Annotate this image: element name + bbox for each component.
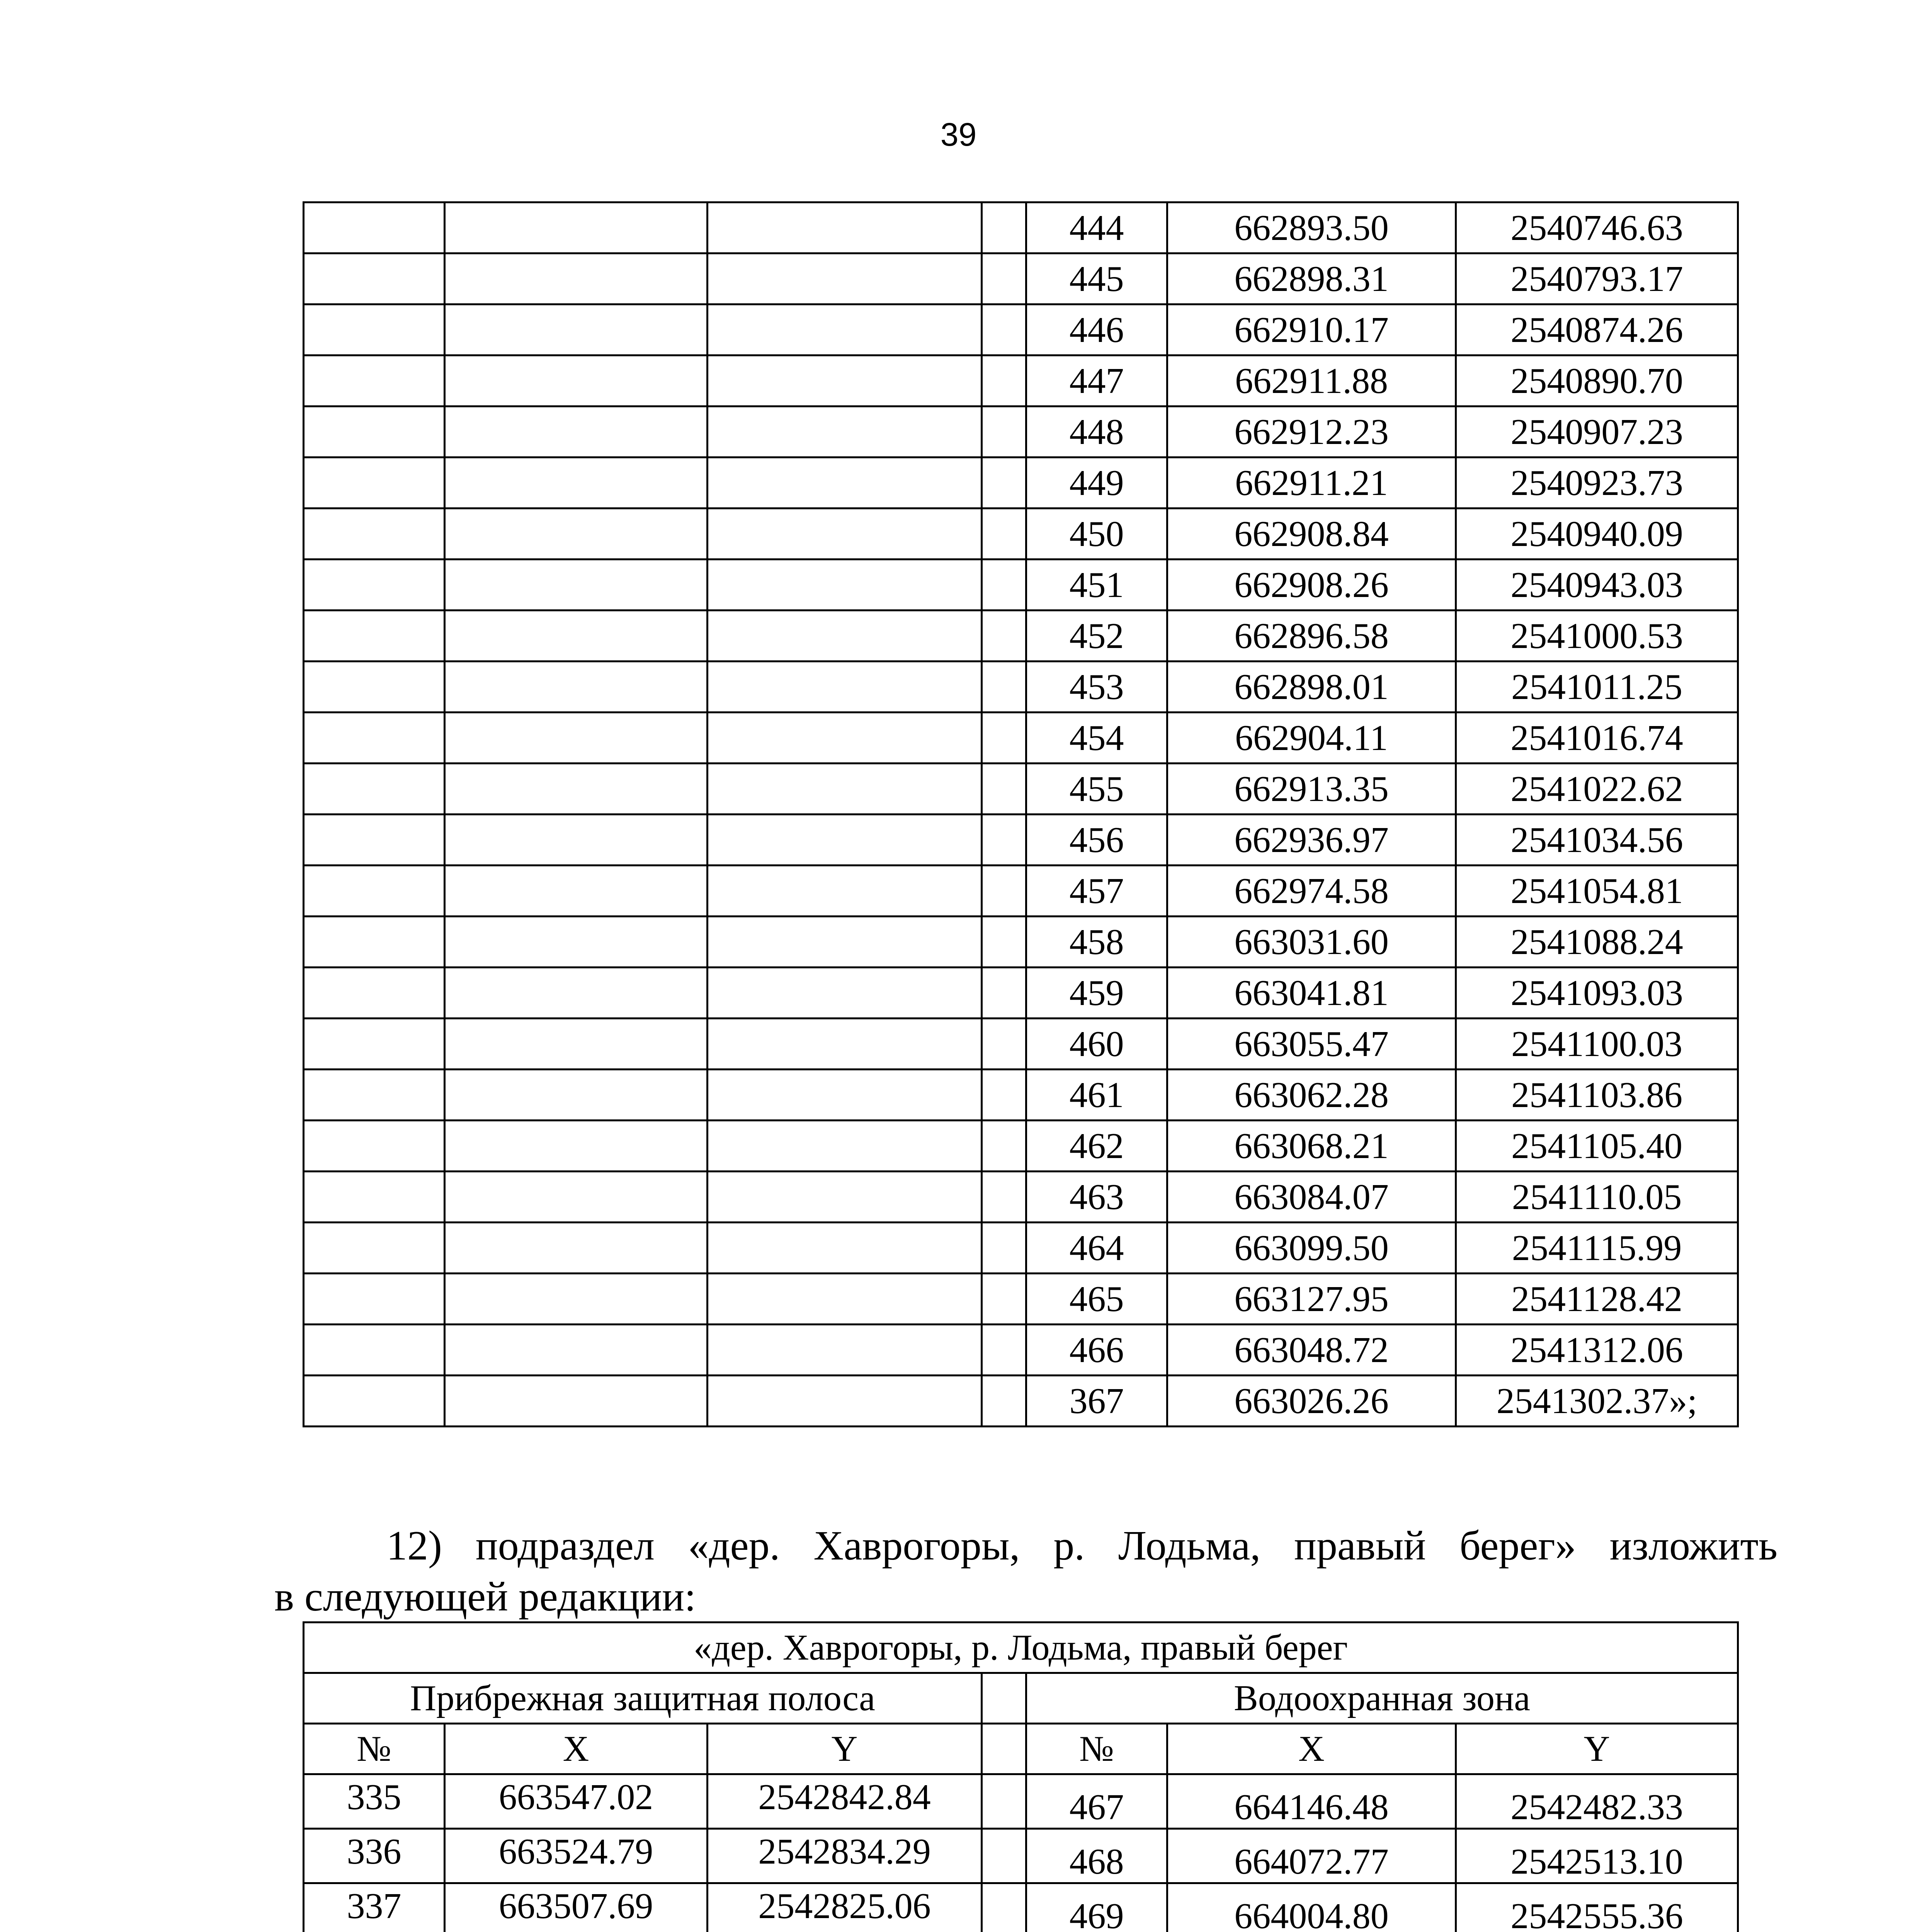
empty-cell xyxy=(304,355,445,406)
point-number: 447 xyxy=(1026,355,1167,406)
empty-cell xyxy=(304,917,445,968)
empty-cell xyxy=(708,560,982,611)
table-column-header-row xyxy=(304,1724,1738,1774)
point-number: 450 xyxy=(1026,509,1167,560)
point-number: 454 xyxy=(1026,713,1167,764)
empty-cell xyxy=(304,1019,445,1070)
coordinate-x: 663031.60 xyxy=(1167,917,1456,968)
empty-cell xyxy=(304,713,445,764)
empty-cell xyxy=(304,457,445,509)
separator-cell xyxy=(982,611,1026,662)
table-row xyxy=(304,968,1738,1019)
table-row xyxy=(304,866,1738,917)
amendment-paragraph xyxy=(274,1520,1778,1622)
empty-cell xyxy=(708,968,982,1019)
table-row xyxy=(304,764,1738,815)
point-number: 445 xyxy=(1026,253,1167,304)
zone-coordinate-x: 664146.48 xyxy=(1167,1774,1456,1829)
coastal-point-number: 337 xyxy=(304,1883,445,1932)
empty-cell xyxy=(445,968,708,1019)
point-number: 449 xyxy=(1026,457,1167,509)
coordinate-x: 663062.28 xyxy=(1167,1070,1456,1121)
empty-cell xyxy=(445,662,708,713)
separator-cell xyxy=(982,1883,1026,1932)
table-row xyxy=(304,1325,1738,1376)
point-number: 459 xyxy=(1026,968,1167,1019)
point-number: 465 xyxy=(1026,1274,1167,1325)
coordinate-y: 2540907.23 xyxy=(1456,406,1738,457)
empty-cell xyxy=(304,611,445,662)
zone-point-number: 468 xyxy=(1026,1829,1167,1883)
table-title: «дер. Хаврогоры, р. Лодьма, правый берег xyxy=(304,1622,1738,1673)
empty-cell xyxy=(445,713,708,764)
separator-cell xyxy=(982,1223,1026,1274)
column-header-y: Y xyxy=(708,1724,982,1774)
amendment-paragraph-line-2: в следующей редакции: xyxy=(274,1574,696,1620)
coordinates-table-continued xyxy=(303,201,1739,1427)
coordinates-table-body xyxy=(304,202,1738,1427)
empty-cell xyxy=(708,611,982,662)
separator-cell xyxy=(982,1774,1026,1829)
empty-cell xyxy=(445,355,708,406)
separator-cell xyxy=(982,1325,1026,1376)
coordinate-x: 662904.11 xyxy=(1167,713,1456,764)
coordinate-y: 2541088.24 xyxy=(1456,917,1738,968)
empty-cell xyxy=(304,1376,445,1427)
coastal-point-number: 336 xyxy=(304,1829,445,1883)
coordinate-y: 2541054.81 xyxy=(1456,866,1738,917)
zone-coordinate-x: 664004.80 xyxy=(1167,1883,1456,1932)
separator-cell xyxy=(982,1829,1026,1883)
separator-cell xyxy=(982,1172,1026,1223)
empty-cell xyxy=(304,764,445,815)
separator-cell xyxy=(982,1274,1026,1325)
empty-cell xyxy=(708,509,982,560)
point-number: 460 xyxy=(1026,1019,1167,1070)
coordinate-y: 2541011.25 xyxy=(1456,662,1738,713)
empty-cell xyxy=(304,1325,445,1376)
zone-coordinate-x: 664072.77 xyxy=(1167,1829,1456,1883)
empty-cell xyxy=(445,1121,708,1172)
empty-cell xyxy=(445,1070,708,1121)
coordinate-y: 2541000.53 xyxy=(1456,611,1738,662)
zone-point-number: 469 xyxy=(1026,1883,1167,1932)
coordinate-x: 662912.23 xyxy=(1167,406,1456,457)
table-row xyxy=(304,253,1738,304)
table-row xyxy=(304,1883,1738,1932)
coastal-coordinate-x: 663524.79 xyxy=(445,1829,708,1883)
separator-cell xyxy=(982,1724,1026,1774)
coordinate-y: 2540940.09 xyxy=(1456,509,1738,560)
point-number: 446 xyxy=(1026,304,1167,355)
empty-cell xyxy=(708,764,982,815)
coordinate-y: 2541100.03 xyxy=(1456,1019,1738,1070)
table-row xyxy=(304,917,1738,968)
table-row xyxy=(304,1121,1738,1172)
point-number: 453 xyxy=(1026,662,1167,713)
empty-cell xyxy=(708,202,982,253)
point-number: 462 xyxy=(1026,1121,1167,1172)
coordinate-y: 2541016.74 xyxy=(1456,713,1738,764)
separator-cell xyxy=(982,968,1026,1019)
point-number: 457 xyxy=(1026,866,1167,917)
empty-cell xyxy=(708,457,982,509)
coordinate-x: 663048.72 xyxy=(1167,1325,1456,1376)
empty-cell xyxy=(304,406,445,457)
empty-cell xyxy=(708,1274,982,1325)
coordinate-x: 662898.01 xyxy=(1167,662,1456,713)
table-row xyxy=(304,1274,1738,1325)
empty-cell xyxy=(708,1325,982,1376)
zone-coordinate-y: 2542555.36 xyxy=(1456,1883,1738,1932)
empty-cell xyxy=(304,304,445,355)
coordinate-y: 2541312.06 xyxy=(1456,1325,1738,1376)
empty-cell xyxy=(708,1070,982,1121)
point-number: 458 xyxy=(1026,917,1167,968)
coordinate-x: 663099.50 xyxy=(1167,1223,1456,1274)
empty-cell xyxy=(304,1274,445,1325)
empty-cell xyxy=(708,713,982,764)
coordinate-x: 662936.97 xyxy=(1167,815,1456,866)
empty-cell xyxy=(708,406,982,457)
table-row xyxy=(304,202,1738,253)
table-title-row xyxy=(304,1622,1738,1673)
coordinate-x: 662911.21 xyxy=(1167,457,1456,509)
coordinate-y: 2541115.99 xyxy=(1456,1223,1738,1274)
separator-cell xyxy=(982,1070,1026,1121)
coastal-protective-strip-header: Прибрежная защитная полоса xyxy=(304,1673,982,1724)
point-number: 461 xyxy=(1026,1070,1167,1121)
coastal-point-number: 335 xyxy=(304,1774,445,1829)
separator-cell xyxy=(982,202,1026,253)
coordinate-x: 662911.88 xyxy=(1167,355,1456,406)
table-row xyxy=(304,1070,1738,1121)
coastal-coordinate-x: 663547.02 xyxy=(445,1774,708,1829)
coordinate-y: 2540923.73 xyxy=(1456,457,1738,509)
point-number: 444 xyxy=(1026,202,1167,253)
empty-cell xyxy=(304,1223,445,1274)
coordinate-y: 2541302.37»; xyxy=(1456,1376,1738,1427)
empty-cell xyxy=(304,202,445,253)
empty-cell xyxy=(445,560,708,611)
empty-cell xyxy=(304,509,445,560)
coordinate-y: 2541128.42 xyxy=(1456,1274,1738,1325)
table-row xyxy=(304,304,1738,355)
point-number: 466 xyxy=(1026,1325,1167,1376)
empty-cell xyxy=(708,253,982,304)
empty-cell xyxy=(445,1376,708,1427)
zone-coordinate-y: 2542513.10 xyxy=(1456,1829,1738,1883)
separator-cell xyxy=(982,304,1026,355)
separator-cell xyxy=(982,1673,1026,1724)
empty-cell xyxy=(304,815,445,866)
coordinate-x: 663041.81 xyxy=(1167,968,1456,1019)
coastal-coordinate-y: 2542825.06 xyxy=(708,1883,982,1932)
water-protection-zone-header: Водоохранная зона xyxy=(1026,1673,1738,1724)
separator-cell xyxy=(982,662,1026,713)
column-header-x: X xyxy=(445,1724,708,1774)
empty-cell xyxy=(304,253,445,304)
empty-cell xyxy=(445,917,708,968)
coordinate-x: 663055.47 xyxy=(1167,1019,1456,1070)
table-section-header-row xyxy=(304,1673,1738,1724)
coastal-coordinate-x: 663507.69 xyxy=(445,1883,708,1932)
empty-cell xyxy=(445,406,708,457)
table-row xyxy=(304,1376,1738,1427)
amendment-paragraph-line-1: 12) подраздел «дер. Хаврогоры, р. Лодьма, правый берег» изложить xyxy=(386,1523,1778,1569)
table-row xyxy=(304,560,1738,611)
empty-cell xyxy=(445,1019,708,1070)
empty-cell xyxy=(708,1121,982,1172)
coordinate-x: 663127.95 xyxy=(1167,1274,1456,1325)
table-row xyxy=(304,611,1738,662)
empty-cell xyxy=(708,1172,982,1223)
empty-cell xyxy=(445,1274,708,1325)
point-number: 451 xyxy=(1026,560,1167,611)
empty-cell xyxy=(304,1172,445,1223)
coordinate-x: 662908.26 xyxy=(1167,560,1456,611)
table-row xyxy=(304,1019,1738,1070)
coordinate-y: 2540890.70 xyxy=(1456,355,1738,406)
separator-cell xyxy=(982,866,1026,917)
table-row xyxy=(304,509,1738,560)
coordinate-x: 662893.50 xyxy=(1167,202,1456,253)
empty-cell xyxy=(445,611,708,662)
separator-cell xyxy=(982,917,1026,968)
empty-cell xyxy=(708,1223,982,1274)
empty-cell xyxy=(445,304,708,355)
column-header-x: X xyxy=(1167,1724,1456,1774)
empty-cell xyxy=(708,815,982,866)
coordinate-x: 662898.31 xyxy=(1167,253,1456,304)
empty-cell xyxy=(445,1223,708,1274)
separator-cell xyxy=(982,815,1026,866)
empty-cell xyxy=(304,662,445,713)
empty-cell xyxy=(445,1172,708,1223)
table-row xyxy=(304,662,1738,713)
empty-cell xyxy=(304,968,445,1019)
table-row xyxy=(304,1172,1738,1223)
table-row xyxy=(304,1774,1738,1829)
separator-cell xyxy=(982,1376,1026,1427)
column-header-number: № xyxy=(304,1724,445,1774)
column-header-number: № xyxy=(1026,1724,1167,1774)
empty-cell xyxy=(445,457,708,509)
table-row xyxy=(304,457,1738,509)
coordinate-x: 663026.26 xyxy=(1167,1376,1456,1427)
coordinate-x: 662913.35 xyxy=(1167,764,1456,815)
point-number: 464 xyxy=(1026,1223,1167,1274)
page-number: 39 xyxy=(940,116,977,153)
zone-point-number: 467 xyxy=(1026,1774,1167,1829)
coordinate-x: 662974.58 xyxy=(1167,866,1456,917)
table-row xyxy=(304,406,1738,457)
empty-cell xyxy=(708,662,982,713)
table-row xyxy=(304,355,1738,406)
coordinate-y: 2540746.63 xyxy=(1456,202,1738,253)
khavrogory-coordinates-table xyxy=(303,1621,1739,1932)
coordinate-y: 2541093.03 xyxy=(1456,968,1738,1019)
separator-cell xyxy=(982,457,1026,509)
table-row xyxy=(304,713,1738,764)
empty-cell xyxy=(708,355,982,406)
empty-cell xyxy=(708,304,982,355)
separator-cell xyxy=(982,764,1026,815)
empty-cell xyxy=(445,202,708,253)
empty-cell xyxy=(708,866,982,917)
empty-cell xyxy=(445,509,708,560)
coordinate-y: 2541022.62 xyxy=(1456,764,1738,815)
separator-cell xyxy=(982,713,1026,764)
table-row xyxy=(304,815,1738,866)
empty-cell xyxy=(304,1121,445,1172)
coordinate-y: 2540793.17 xyxy=(1456,253,1738,304)
coordinate-x: 662910.17 xyxy=(1167,304,1456,355)
empty-cell xyxy=(708,917,982,968)
table-row xyxy=(304,1829,1738,1883)
empty-cell xyxy=(304,560,445,611)
coordinate-y: 2541103.86 xyxy=(1456,1070,1738,1121)
separator-cell xyxy=(982,1019,1026,1070)
coordinate-x: 662896.58 xyxy=(1167,611,1456,662)
coastal-coordinate-y: 2542834.29 xyxy=(708,1829,982,1883)
empty-cell xyxy=(445,253,708,304)
coordinate-y: 2541105.40 xyxy=(1456,1121,1738,1172)
coordinate-x: 663084.07 xyxy=(1167,1172,1456,1223)
coordinate-y: 2541034.56 xyxy=(1456,815,1738,866)
separator-cell xyxy=(982,1121,1026,1172)
separator-cell xyxy=(982,253,1026,304)
empty-cell xyxy=(445,866,708,917)
empty-cell xyxy=(445,1325,708,1376)
point-number: 452 xyxy=(1026,611,1167,662)
point-number: 367 xyxy=(1026,1376,1167,1427)
coordinate-y: 2540943.03 xyxy=(1456,560,1738,611)
separator-cell xyxy=(982,560,1026,611)
separator-cell xyxy=(982,509,1026,560)
empty-cell xyxy=(708,1376,982,1427)
table-row xyxy=(304,1223,1738,1274)
point-number: 456 xyxy=(1026,815,1167,866)
separator-cell xyxy=(982,355,1026,406)
empty-cell xyxy=(304,866,445,917)
point-number: 455 xyxy=(1026,764,1167,815)
empty-cell xyxy=(708,1019,982,1070)
empty-cell xyxy=(445,764,708,815)
coordinate-x: 663068.21 xyxy=(1167,1121,1456,1172)
empty-cell xyxy=(445,815,708,866)
coordinate-y: 2541110.05 xyxy=(1456,1172,1738,1223)
coordinate-x: 662908.84 xyxy=(1167,509,1456,560)
point-number: 448 xyxy=(1026,406,1167,457)
column-header-y: Y xyxy=(1456,1724,1738,1774)
zone-coordinate-y: 2542482.33 xyxy=(1456,1774,1738,1829)
coastal-coordinate-y: 2542842.84 xyxy=(708,1774,982,1829)
empty-cell xyxy=(304,1070,445,1121)
separator-cell xyxy=(982,406,1026,457)
coordinate-y: 2540874.26 xyxy=(1456,304,1738,355)
point-number: 463 xyxy=(1026,1172,1167,1223)
khavrogory-coordinates-body xyxy=(304,1774,1738,1932)
